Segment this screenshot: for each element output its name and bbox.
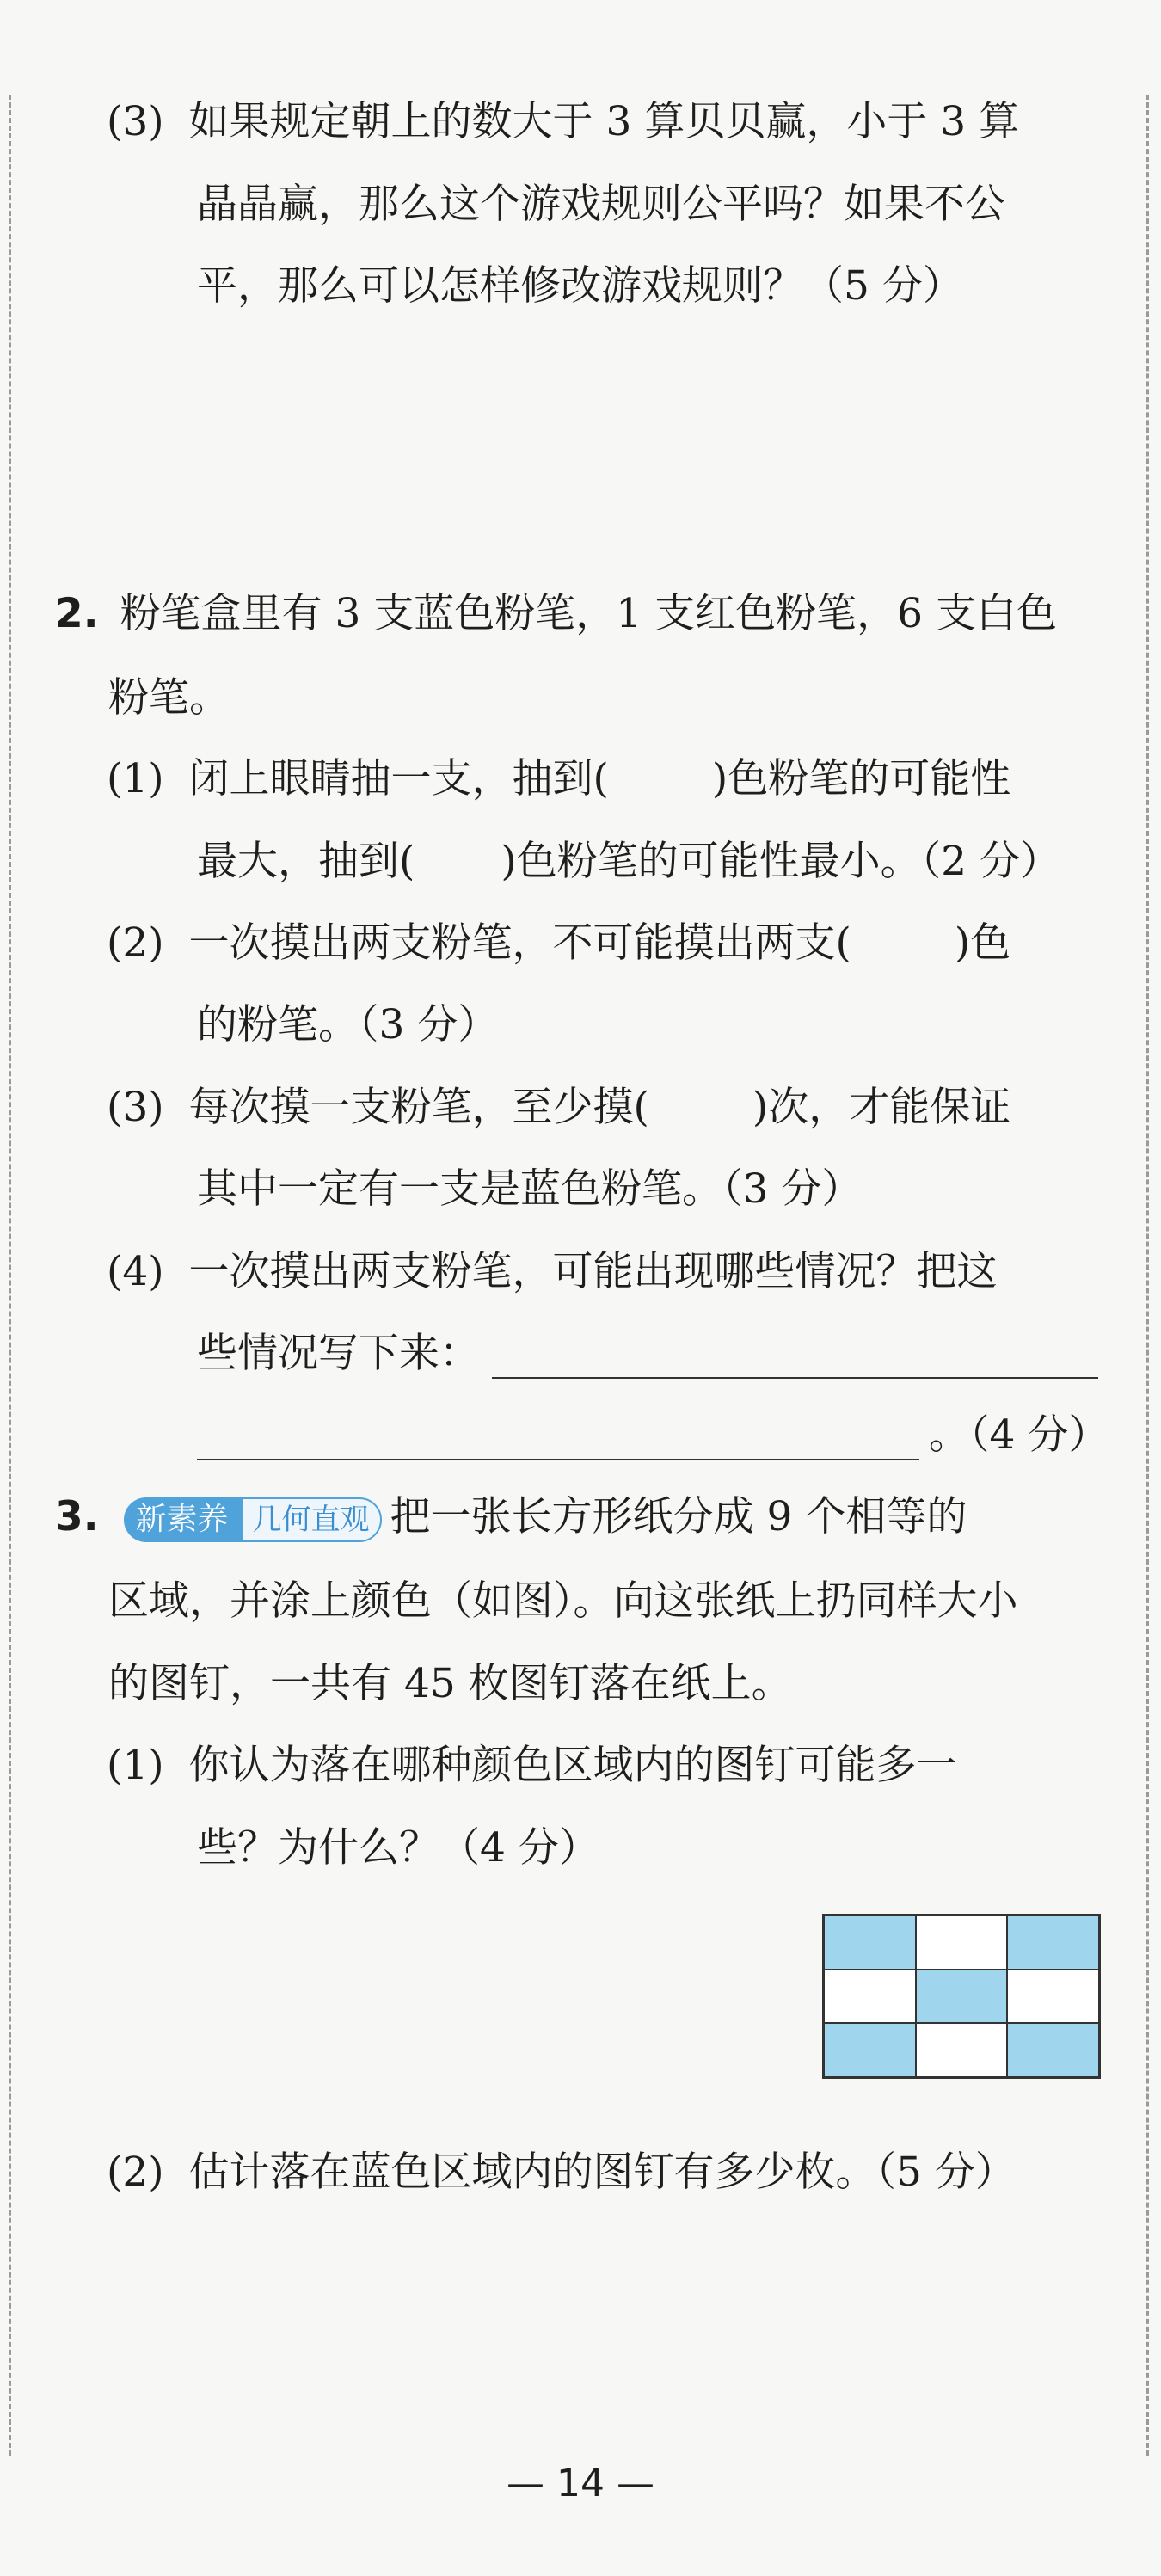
q2-1-text-c: 最大，抽到( [197, 838, 415, 885]
q2-2-line2: 的粉笔。（3 分） [197, 1001, 499, 1048]
q3-1-line1 [107, 1742, 957, 1789]
grid-cell-white [1007, 1970, 1099, 2024]
answer-line[interactable] [197, 1459, 919, 1460]
right-dashed-border [1146, 95, 1149, 2456]
q2-4-line2: 些情况写下来： [197, 1330, 480, 1377]
q2-2-text-a: 一次摸出两支粉笔，不可能摸出两支( [188, 919, 851, 967]
q3-1-text-a: 你认为落在哪种颜色区域内的图钉可能多一 [188, 1742, 957, 1789]
subq-number: (1) [107, 1742, 164, 1789]
q3-2-line1 [107, 2149, 1016, 2196]
grid-cell-blue [1007, 2023, 1099, 2077]
colored-grid-figure [822, 1914, 1101, 2079]
q3-stem-line3: 的图钉，一共有 45 枚图钉落在纸上。 [108, 1660, 792, 1707]
grid-cell-blue [916, 1970, 1008, 2024]
q1-3-line2: 晶晶赢，那么这个游戏规则公平吗？如果不公 [197, 181, 1005, 228]
q3-stem-text: 把一张长方形纸分成 9 个相等的 [390, 1493, 968, 1540]
q1-3-line3: 平，那么可以怎样修改游戏规则？（5 分） [197, 262, 963, 310]
new-literacy-badge [124, 1497, 382, 1542]
q2-1-text-a: 闭上眼睛抽一支，抽到( [188, 755, 609, 802]
badge-sublabel: 几何直观 [241, 1497, 382, 1542]
subq-number: (4) [107, 1248, 164, 1295]
question-number: 2. [55, 590, 99, 637]
subq-number: (3) [107, 98, 164, 145]
q2-stem-line2: 粉笔。 [108, 674, 230, 722]
q2-stem-text: 粉笔盒里有 3 支蓝色粉笔，1 支红色粉笔，6 支白色 [120, 590, 1057, 637]
q3-2-text-a: 估计落在蓝色区域内的图钉有多少枚。（5 分） [188, 2149, 1016, 2196]
q1-3-line1 [107, 98, 1020, 145]
subq-number: (2) [107, 919, 164, 967]
grid-cell-white [916, 1915, 1008, 1970]
q3-stem-line2: 区域，并涂上颜色（如图）。向这张纸上扔同样大小 [108, 1577, 1018, 1625]
q3-stem-line1 [55, 1493, 968, 1542]
grid-cell-white [824, 1970, 916, 2024]
answer-line[interactable] [492, 1377, 1098, 1379]
grid-cell-blue [1007, 1915, 1099, 1970]
grid-cell-blue [824, 1915, 916, 1970]
subq-number: (1) [107, 755, 164, 802]
q2-1-text-d: )色粉笔的可能性最小。（2 分） [501, 838, 1061, 885]
question-number: 3. [55, 1493, 99, 1540]
q2-1-text-b: )色粉笔的可能性 [711, 755, 1011, 802]
q2-2-text-b: )色 [954, 919, 1011, 967]
q2-1-line2 [197, 838, 1061, 885]
q2-4-line1 [107, 1248, 998, 1295]
q2-3-line2: 其中一定有一支是蓝色粉笔。（3 分） [197, 1165, 863, 1213]
q2-1-line1 [107, 755, 1011, 802]
q2-2-line1 [107, 919, 1011, 967]
left-dashed-border [9, 95, 11, 2456]
q2-3-line1 [107, 1084, 1011, 1131]
q2-4-text-a: 一次摸出两支粉笔，可能出现哪些情况？把这 [188, 1248, 998, 1295]
q2-3-text-b: )次，才能保证 [752, 1084, 1011, 1131]
q2-3-text-a: 每次摸一支粉笔，至少摸( [188, 1084, 649, 1131]
subq-number: (3) [107, 1084, 164, 1131]
grid-cell-blue [824, 2023, 916, 2077]
q3-1-line2: 些？为什么？（4 分） [197, 1824, 599, 1872]
subq-number: (2) [107, 2149, 164, 2196]
badge-label: 新素养 [124, 1497, 241, 1542]
q1-3-text: 如果规定朝上的数大于 3 算贝贝赢，小于 3 算 [188, 98, 1020, 145]
page-number: — 14 — [507, 2462, 654, 2505]
q2-4-score: 。（4 分） [929, 1411, 1109, 1459]
q2-stem-line1 [55, 590, 1057, 637]
grid-cell-white [916, 2023, 1008, 2077]
